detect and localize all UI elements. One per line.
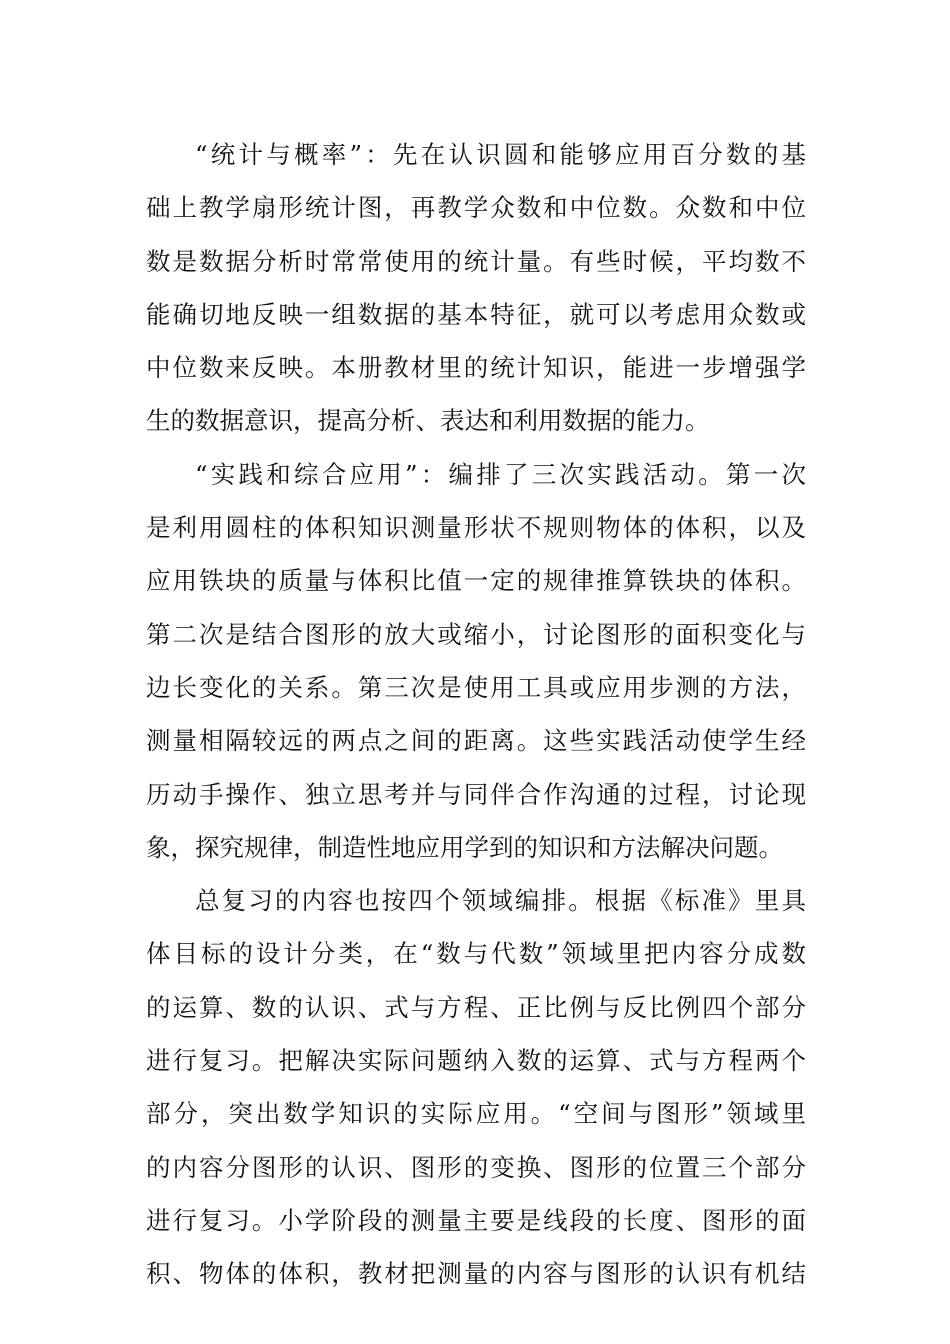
text-line: 部分，突出数学知识的实际应用。“空间与图形”领域里 [146, 1099, 806, 1129]
paragraph-statistics-probability [146, 128, 806, 448]
text-line: 体目标的设计分类，在“数与代数”领域里把内容分成数 [146, 939, 806, 969]
text-line: 中位数来反映。本册教材里的统计知识，能进一步增强学 [146, 353, 806, 383]
text-line: 第二次是结合图形的放大或缩小，讨论图形的面积变化与 [146, 619, 806, 649]
text-line: 积、物体的体积，教材把测量的内容与图形的认识有机结 [146, 1259, 806, 1289]
document-body [146, 128, 806, 1301]
text-line: 进行复习。把解决实际问题纳入数的运算、式与方程两个 [146, 1046, 806, 1076]
text-line: 的内容分图形的认识、图形的变换、图形的位置三个部分 [146, 1152, 806, 1182]
text-line: 进行复习。小学阶段的测量主要是线段的长度、图形的面 [146, 1205, 806, 1235]
text-line: 应用铁块的质量与体积比值一定的规律推算铁块的体积。 [146, 566, 806, 596]
paragraph-practice-application [146, 448, 806, 874]
text-line: 能确切地反映一组数据的基本特征，就可以考虑用众数或 [146, 299, 806, 329]
text-line: 历动手操作、独立思考并与同伴合作沟通的过程，讨论现 [146, 779, 806, 809]
text-line: 的运算、数的认识、式与方程、正比例与反比例四个部分 [146, 992, 806, 1022]
text-line: 数是数据分析时常常使用的统计量。有些时候，平均数不 [146, 246, 806, 276]
text-line: 生的数据意识，提高分析、表达和利用数据的能力。 [146, 406, 710, 436]
text-line: 测量相隔较远的两点之间的距离。这些实践活动使学生经 [146, 726, 806, 756]
paragraph-general-review [146, 874, 806, 1300]
text-line: 础上教学扇形统计图，再教学众数和中位数。众数和中位 [146, 193, 806, 223]
text-line: “实践和综合应用”：编排了三次实践活动。第一次 [195, 459, 806, 489]
text-line: 总复习的内容也按四个领域编排。根据《标准》里具 [195, 886, 806, 916]
text-line: 边长变化的关系。第三次是使用工具或应用步测的方法， [146, 672, 806, 702]
text-line: 是利用圆柱的体积知识测量形状不规则物体的体积，以及 [146, 513, 806, 543]
text-line: 象，探究规律，制造性地应用学到的知识和方法解决问题。 [146, 832, 783, 862]
text-line: “统计与概率”：先在认识圆和能够应用百分数的基 [195, 140, 806, 169]
